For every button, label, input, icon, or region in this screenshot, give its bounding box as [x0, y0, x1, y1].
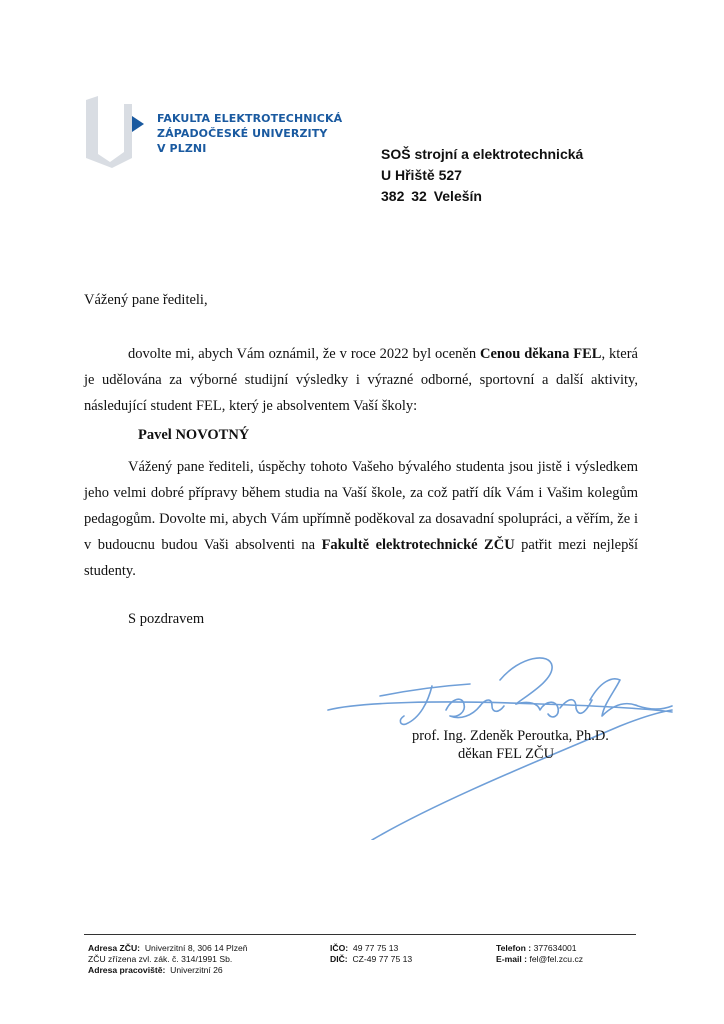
paragraph-1-text-a: dovolte mi, abych Vám oznámil, že v roce 2022 byl oceněn: [128, 346, 481, 362]
recipient-line-3: 382 32 Velešín: [381, 188, 482, 204]
address-label: Adresa ZČU:: [88, 943, 141, 953]
student-name: Pavel NOVOTNÝ: [138, 427, 250, 443]
university-logo: [84, 96, 144, 168]
address-value: Univerzitní 8, 306 14 Plzeň: [144, 943, 248, 953]
email-link[interactable]: fel@fel.zcu.cz: [529, 954, 584, 964]
faculty-line-3: V PLZNI: [157, 142, 207, 155]
footer-divider: [84, 934, 636, 935]
faculty-mention: Fakultě elektrotechnické ZČU: [321, 537, 515, 553]
signer-name: prof. Ing. Zdeněk Peroutka, Ph.D.: [412, 728, 609, 744]
email-label: E-mail :: [496, 954, 528, 964]
faculty-name: [157, 111, 342, 156]
paragraph-thanks: [84, 454, 638, 584]
ico-value: 49 77 75 13: [352, 943, 399, 953]
faculty-line-2: ZÁPADOČESKÉ UNIVERZITY: [157, 127, 328, 140]
paragraph-1-text-b: , která je udělována za výborné studijní výsledky i výrazné odborné, sportovní a další aktivity, následující student FEL, který je absolventem Vaší školy:: [84, 346, 638, 414]
recipient-line-1: SOŠ strojní a elektrotechnická: [381, 146, 584, 162]
recipient-address: [381, 144, 583, 207]
workplace-value: Univerzitní 26: [170, 965, 223, 975]
signer-block: [412, 727, 609, 763]
recipient-line-2: U Hřiště 527: [381, 167, 462, 183]
salutation: Vážený pane řediteli,: [84, 292, 208, 308]
paragraph-announcement: [84, 341, 638, 419]
dic-value: CZ-49 77 75 13: [352, 954, 413, 964]
dic-label: DIČ:: [330, 954, 348, 964]
award-name: Cenou děkana FEL: [480, 346, 602, 362]
signer-title: děkan FEL ZČU: [458, 746, 555, 762]
faculty-line-1: FAKULTA ELEKTROTECHNICKÁ: [157, 112, 343, 125]
workplace-label: Adresa pracoviště:: [88, 965, 166, 975]
closing: S pozdravem: [128, 611, 205, 627]
paragraph-2-text-b: patřit mezi nejlepší studenty.: [84, 537, 639, 579]
footer-address: [88, 943, 248, 976]
phone-label: Telefon :: [496, 943, 532, 953]
paragraph-2-text-a: Vážený pane řediteli, úspěchy tohoto Vašeho bývalého studenta jsou jistě i výsledkem jeho velmi dobré přípravy během studia na Vaší škole, za což patří dík Vám i Vašim kolegům pedagogům. Dovolte mi, abych Vám upřímně poděkoval za dosavadní spolupráci, a věřím, že i v budoucnu budou Vaši absolventi na: [84, 459, 638, 553]
triangle-icon: [132, 116, 144, 132]
ico-label: IČO:: [330, 943, 349, 953]
phone-value: 377634001: [533, 943, 577, 953]
establishment-note: ZČU zřízena zvl. zák. č. 314/1991 Sb.: [88, 954, 233, 964]
footer-ids: [330, 943, 412, 965]
footer-contact: [496, 943, 583, 965]
